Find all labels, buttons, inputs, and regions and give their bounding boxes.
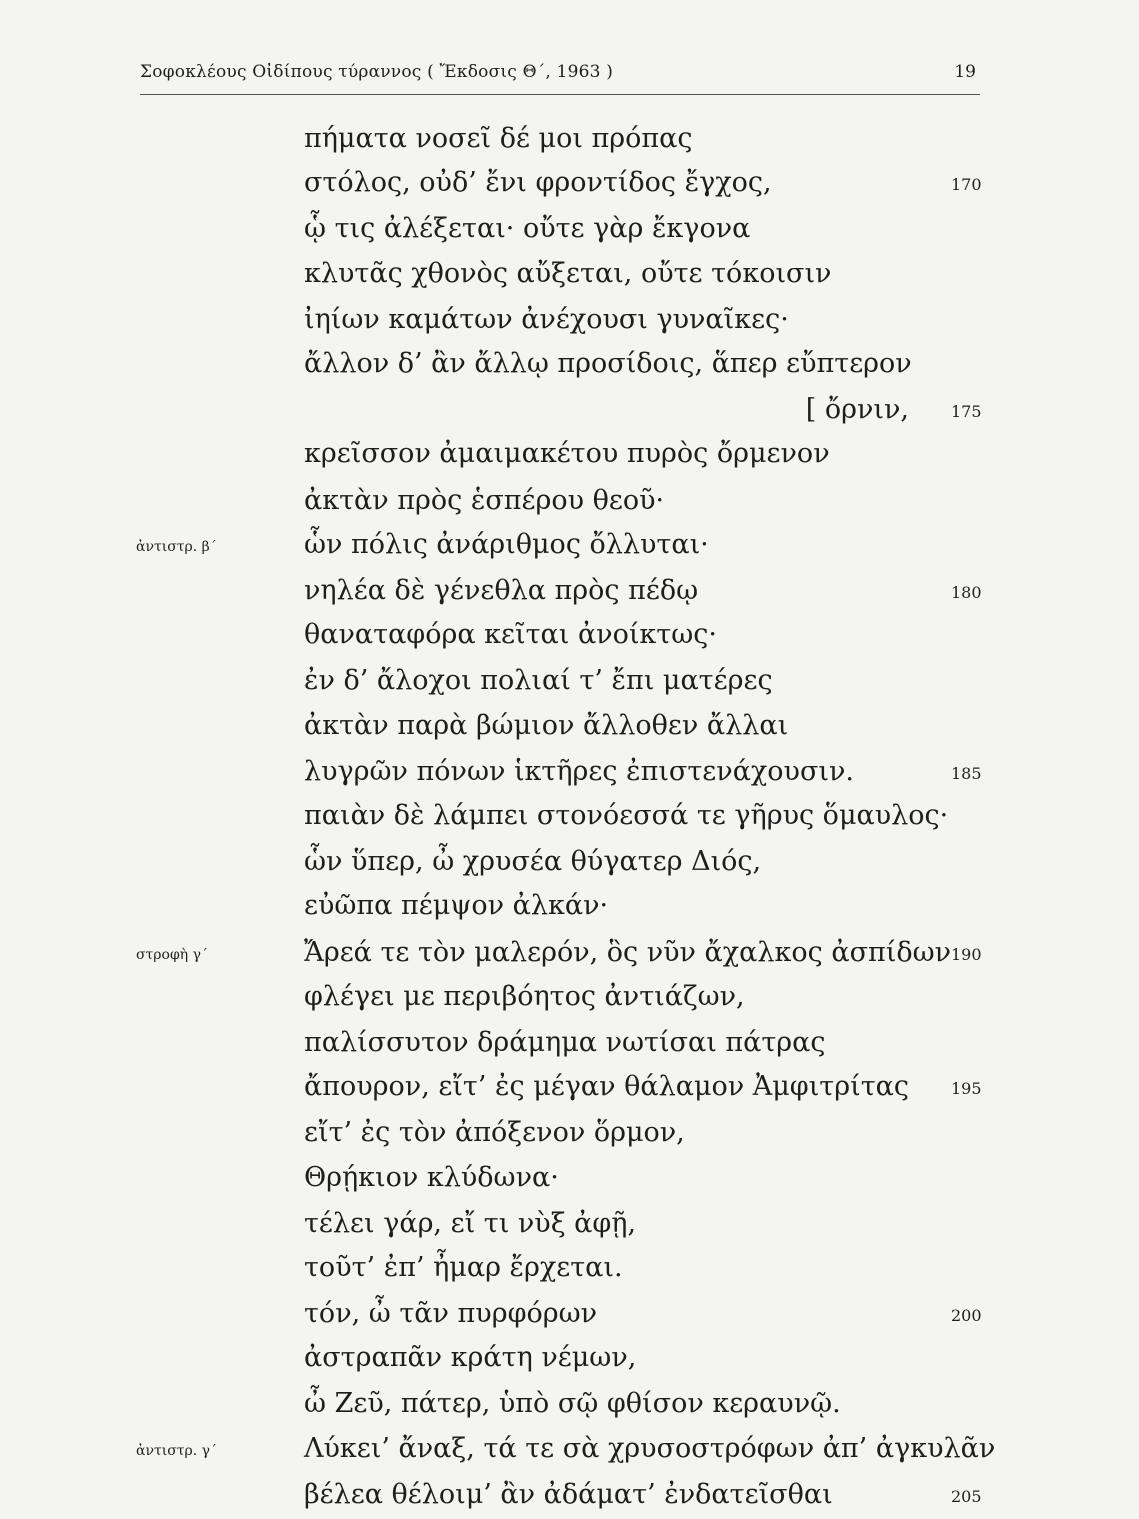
- verse-text: παλίσσυτον δράμημα νωτίσαι πάτρας: [304, 1027, 826, 1058]
- verse-text: ἰηίων καμάτων ἀνέχουσι γυναῖκες·: [304, 304, 789, 335]
- verse-text: ἀστραπᾶν κράτη νέμων,: [304, 1342, 637, 1373]
- verse-line: [0, 800, 1139, 840]
- line-number: 175: [951, 402, 982, 421]
- verse-line: [0, 937, 1139, 977]
- verse-text: ἄπουρον, εἴτ’ ἐς μέγαν θάλαμον Ἀμφιτρίτας: [304, 1071, 909, 1102]
- verse-line: [0, 1252, 1139, 1292]
- strophe-label: ἀντιστρ. β΄: [136, 539, 217, 555]
- verse-line: [0, 485, 1139, 525]
- verse-line: [0, 1479, 1139, 1519]
- verse-line: [0, 394, 1139, 434]
- verse-line: [0, 1298, 1139, 1338]
- verse-text: ἄλλον δ’ ἂν ἄλλῳ προσίδοις, ἅπερ εὔπτερον: [304, 348, 912, 379]
- verse-line: [0, 1208, 1139, 1248]
- verse-line: [0, 1433, 1139, 1473]
- verse-line: [0, 890, 1139, 930]
- verse-line: [0, 1388, 1139, 1428]
- verse-line: [0, 438, 1139, 478]
- verse-text: Λύκει’ ἄναξ, τά τε σὰ χρυσοστρόφων ἀπ’ ἀγκυλᾶν: [304, 1433, 996, 1464]
- verse-line: [0, 258, 1139, 298]
- verse-line: [0, 1342, 1139, 1382]
- strophe-label: ἀντιστρ. γ΄: [136, 1443, 217, 1459]
- verse-text: τόν, ὦ τᾶν πυρφόρων: [304, 1298, 598, 1329]
- verse-line: [0, 1117, 1139, 1157]
- verse-line: [0, 1071, 1139, 1111]
- verse-text: [ ὄρνιν,: [805, 394, 909, 425]
- verse-line: [0, 665, 1139, 705]
- verse-text: Ἄρεά τε τὸν μαλερόν, ὃς νῦν ἄχαλκος ἀσπίδων: [304, 937, 952, 968]
- line-number: 200: [951, 1306, 982, 1325]
- verse-line: [0, 1162, 1139, 1202]
- verse-text: ὧν πόλις ἀνάριθμος ὄλλυται·: [304, 529, 709, 560]
- line-number: 190: [951, 945, 982, 964]
- line-number: 205: [951, 1487, 982, 1506]
- running-header: [140, 58, 980, 95]
- verse-line: [0, 575, 1139, 615]
- verse-text: εὐῶπα πέμψον ἀλκάν·: [304, 890, 609, 921]
- verse-line: [0, 756, 1139, 796]
- verse-text: εἴτ’ ἐς τὸν ἀπόξενον ὅρμον,: [304, 1117, 685, 1148]
- verse-text: νηλέα δὲ γένεθλα πρὸς πέδῳ: [304, 575, 699, 606]
- verse-line: [0, 304, 1139, 344]
- verse-line: [0, 167, 1139, 207]
- verse-text: ἐν δ’ ἄλοχοι πολιαί τ’ ἔπι ματέρες: [304, 665, 773, 696]
- line-number: 180: [951, 583, 982, 602]
- verse-text: Θρῄκιον κλύδωνα·: [304, 1162, 559, 1193]
- verse-text: θαναταφόρα κεῖται ἀνοίκτως·: [304, 619, 717, 650]
- verse-text: τέλει γάρ, εἴ τι νὺξ ἀφῇ,: [304, 1208, 637, 1239]
- strophe-label: στροφὴ γ΄: [136, 947, 208, 963]
- verse-text: ὦ Ζεῦ, πάτερ, ὑπὸ σῷ φθίσον κεραυνῷ.: [304, 1388, 841, 1419]
- verse-text: κλυτᾶς χθονὸς αὔξεται, οὔτε τόκοισιν: [304, 258, 832, 289]
- verse-line: [0, 123, 1139, 163]
- verse-text: πήματα νοσεῖ δέ μοι πρόπας: [304, 123, 693, 154]
- verse-line: [0, 529, 1139, 569]
- verse-text: κρεῖσσον ἀμαιμακέτου πυρὸς ὄρμενον: [304, 438, 830, 469]
- verse-text: στόλος, οὐδ’ ἔνι φροντίδος ἔγχος,: [304, 167, 772, 198]
- line-number: 195: [951, 1079, 982, 1098]
- verse-text: ὧν ὕπερ, ὦ χρυσέα θύγατερ Διός,: [304, 846, 762, 877]
- line-number: 170: [951, 175, 982, 194]
- verse-text: ἀκτὰν παρὰ βώμιον ἄλλοθεν ἄλλαι: [304, 710, 789, 741]
- verse-line: [0, 846, 1139, 886]
- verse-line: [0, 981, 1139, 1021]
- verse-text: βέλεα θέλοιμ’ ἂν ἀδάματ’ ἐνδατεῖσθαι: [304, 1479, 833, 1510]
- verse-line: [0, 213, 1139, 253]
- page-number: 19: [954, 62, 976, 82]
- verse-text: ἀκτὰν πρὸς ἑσπέρου θεοῦ·: [304, 485, 665, 516]
- running-title: Σοφοκλέους Οἰδίπους τύραννος ( Ἔκδοσις Θ΄, 1963 ): [140, 62, 614, 82]
- verse-line: [0, 619, 1139, 659]
- verse-line: [0, 710, 1139, 750]
- verse-line: [0, 1027, 1139, 1067]
- verse-text: λυγρῶν πόνων ἱκτῆρες ἐπιστενάχουσιν.: [304, 756, 854, 787]
- line-number: 185: [951, 764, 982, 783]
- verse-text: παιὰν δὲ λάμπει στονόεσσά τε γῆρυς ὅμαυλος·: [304, 800, 949, 831]
- verse-text: φλέγει με περιβόητος ἀντιάζων,: [304, 981, 745, 1012]
- verse-text: τοῦτ’ ἐπ’ ἦμαρ ἔρχεται.: [304, 1252, 623, 1283]
- verse-text: ᾧ τις ἀλέξεται· οὔτε γὰρ ἔκγονα: [304, 213, 751, 244]
- verse-line: [0, 348, 1139, 388]
